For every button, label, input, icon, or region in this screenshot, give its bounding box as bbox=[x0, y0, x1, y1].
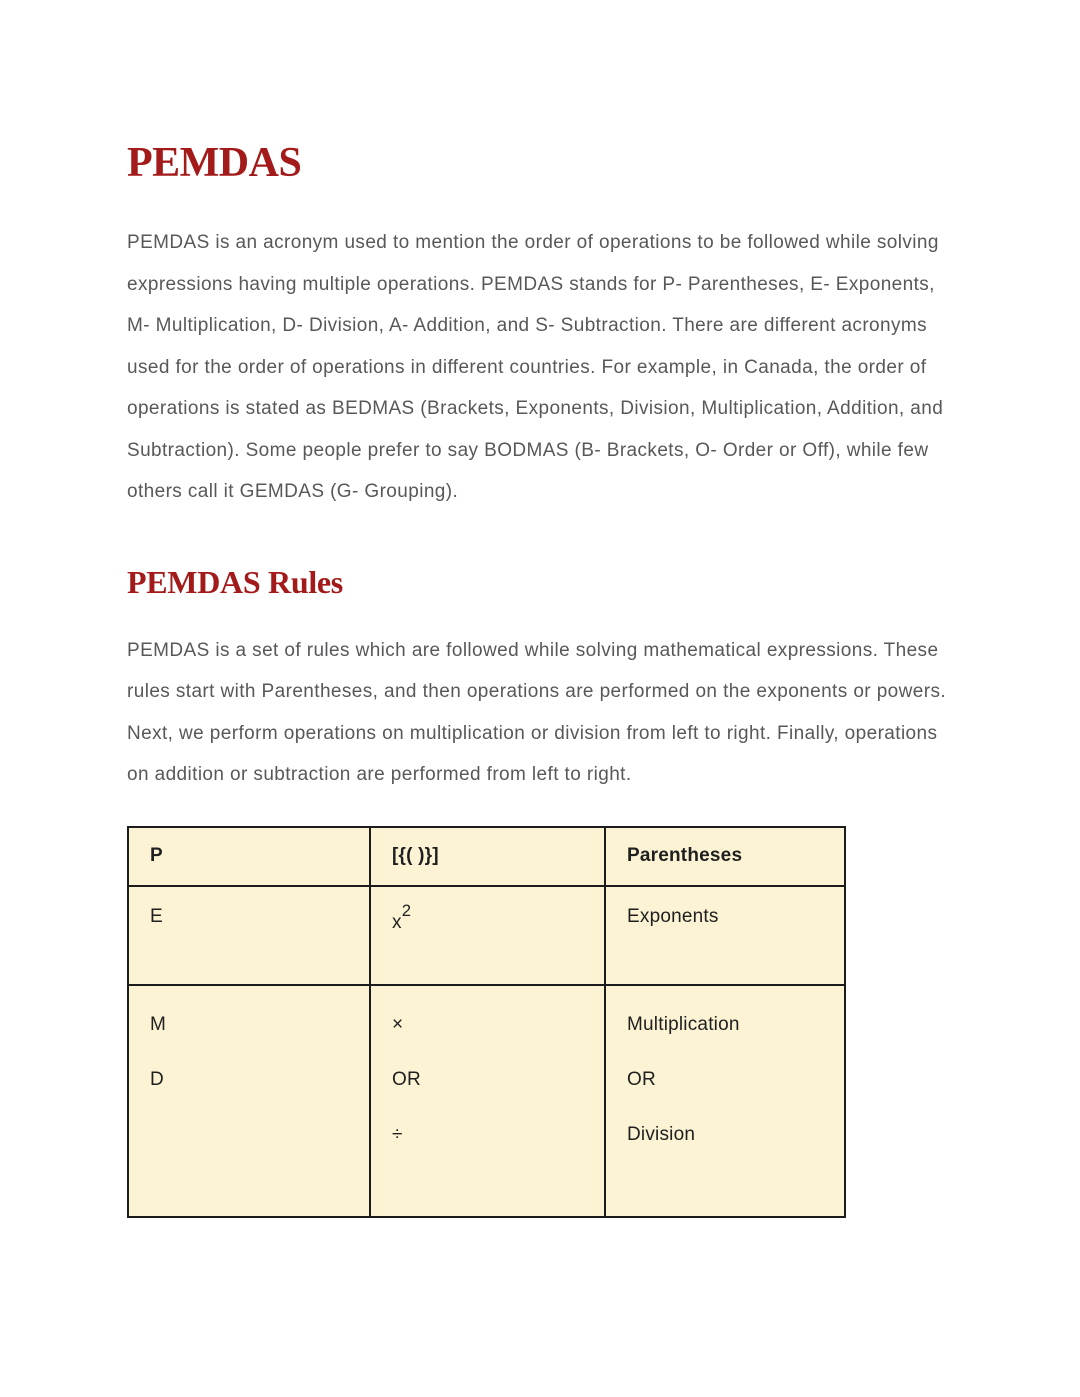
cell-symbol-brackets: [{( )}] bbox=[370, 827, 605, 886]
pemdas-rules-table bbox=[127, 826, 846, 1218]
or-symbol-label: OR bbox=[392, 1068, 421, 1090]
divide-symbol: ÷ bbox=[392, 1123, 403, 1145]
cell-letter-e: E bbox=[128, 886, 370, 985]
table-row-exponents bbox=[128, 886, 845, 985]
table-row-multiplication-division bbox=[128, 985, 845, 1217]
section-heading-pemdas-rules: PEMDAS Rules bbox=[127, 563, 343, 600]
multiply-symbol: × bbox=[392, 1013, 404, 1035]
table-row-parentheses bbox=[128, 827, 845, 886]
name-or: OR bbox=[627, 1068, 656, 1090]
cell-letters-md bbox=[128, 985, 370, 1217]
exponent-power: 2 bbox=[401, 900, 412, 920]
cell-name-exponents: Exponents bbox=[605, 886, 845, 985]
exponent-base: x bbox=[392, 911, 402, 933]
cell-symbol-exponent bbox=[370, 886, 605, 985]
cell-symbols-md bbox=[370, 985, 605, 1217]
cell-name-parentheses: Parentheses bbox=[605, 827, 845, 886]
cell-letter-p: P bbox=[128, 827, 370, 886]
name-multiplication: Multiplication bbox=[627, 1013, 740, 1035]
letter-m: M bbox=[150, 1013, 167, 1035]
page-title: PEMDAS bbox=[127, 140, 302, 186]
name-division: Division bbox=[627, 1123, 696, 1145]
cell-names-md bbox=[605, 985, 845, 1217]
intro-paragraph: PEMDAS is an acronym used to mention the order of operations to be followed while solving expressions having multiple operations. PEMDAS stands for P- Parentheses, E- Exponents, M- Multiplication, D- Division, A- Addition, and S- Subtraction. There are different acronyms used for the order of operations in different countries. For example, in Canada, the order of operations is stated as BEDMAS (Brackets, Exponents, Division, Multiplication, Addition, and Subtraction). Some people prefer to say BODMAS (B- Brackets, O- Order or Off), while few others call it GEMDAS (G- Grouping). bbox=[127, 232, 944, 502]
rules-paragraph: PEMDAS is a set of rules which are followed while solving mathematical expressions. These rules start with Parentheses, and then operations are performed on the exponents or powers. Next, we perform operations on multiplication or division from left to right. Finally, operations on addition or subtraction are performed from left to right. bbox=[127, 639, 947, 785]
letter-d: D bbox=[150, 1068, 164, 1090]
